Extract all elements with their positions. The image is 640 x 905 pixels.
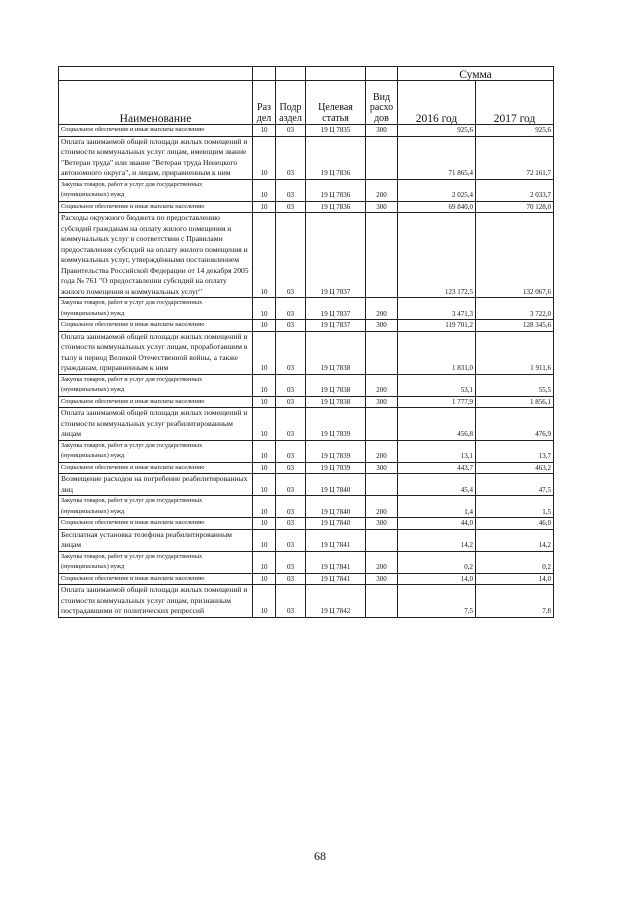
row-razdel: 10 [253,496,276,518]
row-name: Закупка товаров, работ и услуг для государственных (муниципальных) нужд [59,440,253,462]
row-vid: 200 [366,496,398,518]
row-amount-2016: 7,5 [398,585,476,618]
row-target: 19 Ц 7842 [306,585,366,618]
row-vid [366,331,398,374]
header-podrazdel: Подр аздел [276,81,306,125]
row-name: Социальное обеспечение и иные выплаты населению [59,201,253,213]
row-name: Социальное обеспечение и иные выплаты населению [59,518,253,530]
row-razdel: 10 [253,573,276,585]
row-vid: 300 [366,320,398,332]
table-body [59,125,554,618]
row-target: 19 Ц 7840 [306,474,366,496]
row-target: 19 Ц 7838 [306,396,366,408]
row-razdel: 10 [253,213,276,298]
row-vid: 200 [366,179,398,201]
row-podrazdel: 03 [276,213,306,298]
header-blank-target [306,67,366,81]
row-target: 19 Ц 7836 [306,201,366,213]
row-name: Бесплатная установка телефона реабилитированным лицам [59,529,253,551]
header-name: Наименование [59,81,253,125]
row-vid: 300 [366,518,398,530]
row-amount-2016: 123 172,5 [398,213,476,298]
row-podrazdel: 03 [276,573,306,585]
row-amount-2016: 69 840,0 [398,201,476,213]
row-name: Закупка товаров, работ и услуг для государственных (муниципальных) нужд [59,179,253,201]
row-podrazdel: 03 [276,136,306,179]
row-name: Расходы окружного бюджета по предоставлению субсидий гражданам на оплату жилого помещения и коммунальных услуг в соответствии с Правилами предоставления субсидий на оплату жилого помещения и коммунальных услуг, утверждёнными постановлением Правительства Российской Федерации от 14 декабря 2005 года № 761 "О предоставлении субсидий на оплату жилого помещения и коммунальных услуг" [59,213,253,298]
row-amount-2017: 7,8 [476,585,554,618]
row-target: 19 Ц 7835 [306,125,366,137]
table-row [59,213,554,298]
row-razdel: 10 [253,408,276,441]
row-podrazdel: 03 [276,331,306,374]
row-amount-2016: 456,8 [398,408,476,441]
row-razdel: 10 [253,529,276,551]
header-razdel: Раз дел [253,81,276,125]
row-vid [366,136,398,179]
row-amount-2016: 925,6 [398,125,476,137]
header-2016: 2016 год [398,81,476,125]
row-razdel: 10 [253,125,276,137]
row-amount-2016: 1 777,9 [398,396,476,408]
row-target: 19 Ц 7836 [306,179,366,201]
row-amount-2016: 1,4 [398,496,476,518]
row-target: 19 Ц 7838 [306,374,366,396]
row-target: 19 Ц 7841 [306,551,366,573]
table-row [59,462,554,474]
row-vid: 300 [366,462,398,474]
row-amount-2016: 119 701,2 [398,320,476,332]
row-vid [366,585,398,618]
row-razdel: 10 [253,298,276,320]
row-podrazdel: 03 [276,179,306,201]
row-amount-2017: 14,2 [476,529,554,551]
table-row [59,298,554,320]
row-name: Оплата занимаемой общей площади жилых помещений и стоимости коммунальных услуг реабилитированным лицам [59,408,253,441]
row-amount-2016: 1 831,0 [398,331,476,374]
row-podrazdel: 03 [276,529,306,551]
row-amount-2016: 14,2 [398,529,476,551]
row-podrazdel: 03 [276,125,306,137]
table-row [59,136,554,179]
row-razdel: 10 [253,374,276,396]
row-amount-2017: 2 033,7 [476,179,554,201]
header-blank-name [59,67,253,81]
row-name: Закупка товаров, работ и услуг для государственных (муниципальных) нужд [59,496,253,518]
table-row [59,179,554,201]
row-target: 19 Ц 7840 [306,496,366,518]
row-razdel: 10 [253,201,276,213]
row-vid: 200 [366,440,398,462]
row-vid: 300 [366,573,398,585]
header-blank-vid [366,67,398,81]
row-razdel: 10 [253,331,276,374]
table-row [59,573,554,585]
row-podrazdel: 03 [276,408,306,441]
row-name: Социальное обеспечение и иные выплаты населению [59,462,253,474]
budget-table [58,66,554,618]
row-vid: 200 [366,374,398,396]
header-vid: Вид расхо дов [366,81,398,125]
row-razdel: 10 [253,462,276,474]
table-row [59,320,554,332]
row-podrazdel: 03 [276,374,306,396]
row-razdel: 10 [253,396,276,408]
row-amount-2016: 443,7 [398,462,476,474]
row-target: 19 Ц 7837 [306,320,366,332]
table-row [59,125,554,137]
table-row [59,551,554,573]
row-amount-2017: 1,5 [476,496,554,518]
row-podrazdel: 03 [276,518,306,530]
row-amount-2016: 3 471,3 [398,298,476,320]
row-vid [366,529,398,551]
row-amount-2017: 13,7 [476,440,554,462]
header-2017: 2017 год [476,81,554,125]
row-target: 19 Ц 7839 [306,462,366,474]
row-amount-2017: 72 161,7 [476,136,554,179]
row-name: Оплата занимаемой общей площади жилых помещений и стоимости коммунальных услуг лицам, признанным пострадавшими от политических репрессий [59,585,253,618]
row-razdel: 10 [253,440,276,462]
row-name: Социальное обеспечение и иные выплаты населению [59,573,253,585]
row-name: Закупка товаров, работ и услуг для государственных (муниципальных) нужд [59,551,253,573]
row-podrazdel: 03 [276,396,306,408]
row-vid [366,408,398,441]
row-name: Возмещение расходов на погребение реабилитированных лиц [59,474,253,496]
row-podrazdel: 03 [276,298,306,320]
row-target: 19 Ц 7840 [306,518,366,530]
row-vid: 300 [366,396,398,408]
row-name: Социальное обеспечение и иные выплаты населению [59,320,253,332]
table-row [59,518,554,530]
row-vid [366,474,398,496]
row-amount-2016: 44,0 [398,518,476,530]
row-amount-2017: 14,0 [476,573,554,585]
row-vid: 300 [366,201,398,213]
table-row [59,440,554,462]
row-podrazdel: 03 [276,201,306,213]
row-vid: 200 [366,298,398,320]
header-sum: Сумма [398,67,554,81]
row-name: Закупка товаров, работ и услуг для государственных (муниципальных) нужд [59,374,253,396]
row-razdel: 10 [253,551,276,573]
row-target: 19 Ц 7836 [306,136,366,179]
row-podrazdel: 03 [276,462,306,474]
row-name: Социальное обеспечение и иные выплаты населению [59,125,253,137]
table-row [59,374,554,396]
row-amount-2017: 128 345,6 [476,320,554,332]
table-row [59,408,554,441]
row-amount-2017: 132 067,6 [476,213,554,298]
row-vid: 300 [366,125,398,137]
row-amount-2017: 463,2 [476,462,554,474]
row-target: 19 Ц 7837 [306,298,366,320]
table-row [59,474,554,496]
row-name: Оплата занимаемой общей площади жилых помещений и стоимости коммунальных услуг лицам, имеющим звание "Ветеран труда" или звание "Ветеран труда Ненецкого автономного округа", и лицам, приравненным к ним [59,136,253,179]
table-row [59,396,554,408]
row-amount-2017: 0,2 [476,551,554,573]
table-row [59,585,554,618]
row-amount-2017: 47,5 [476,474,554,496]
row-amount-2017: 476,9 [476,408,554,441]
row-podrazdel: 03 [276,320,306,332]
row-podrazdel: 03 [276,474,306,496]
row-amount-2017: 1 911,6 [476,331,554,374]
row-name: Оплата занимаемой общей площади жилых помещений и стоимости коммунальных услуг лицам, проработавшим в тылу в период Великой Отечественной войны, а также гражданам, приравненным к ним [59,331,253,374]
row-amount-2016: 2 025,4 [398,179,476,201]
table-row [59,201,554,213]
row-podrazdel: 03 [276,551,306,573]
row-target: 19 Ц 7841 [306,573,366,585]
row-amount-2017: 55,5 [476,374,554,396]
row-podrazdel: 03 [276,496,306,518]
row-amount-2016: 14,0 [398,573,476,585]
row-amount-2017: 46,0 [476,518,554,530]
row-podrazdel: 03 [276,585,306,618]
row-vid [366,213,398,298]
row-razdel: 10 [253,585,276,618]
row-target: 19 Ц 7838 [306,331,366,374]
row-razdel: 10 [253,179,276,201]
header-target: Целевая статья [306,81,366,125]
row-razdel: 10 [253,136,276,179]
row-name: Закупка товаров, работ и услуг для государственных (муниципальных) нужд [59,298,253,320]
row-amount-2016: 13,1 [398,440,476,462]
row-amount-2016: 0,2 [398,551,476,573]
row-target: 19 Ц 7839 [306,440,366,462]
row-target: 19 Ц 7841 [306,529,366,551]
row-razdel: 10 [253,474,276,496]
row-amount-2016: 45,4 [398,474,476,496]
table-row [59,529,554,551]
row-amount-2017: 70 128,0 [476,201,554,213]
header-blank-podrazdel [276,67,306,81]
row-name: Социальное обеспечение и иные выплаты населению [59,396,253,408]
row-amount-2017: 3 722,0 [476,298,554,320]
row-amount-2017: 1 856,1 [476,396,554,408]
row-amount-2017: 925,6 [476,125,554,137]
row-vid: 200 [366,551,398,573]
row-target: 19 Ц 7837 [306,213,366,298]
row-razdel: 10 [253,518,276,530]
row-razdel: 10 [253,320,276,332]
row-amount-2016: 53,1 [398,374,476,396]
table-row [59,496,554,518]
page-number: 68 [314,849,326,863]
row-podrazdel: 03 [276,440,306,462]
row-target: 19 Ц 7839 [306,408,366,441]
table-row [59,331,554,374]
row-amount-2016: 71 865,4 [398,136,476,179]
header-blank-razdel [253,67,276,81]
